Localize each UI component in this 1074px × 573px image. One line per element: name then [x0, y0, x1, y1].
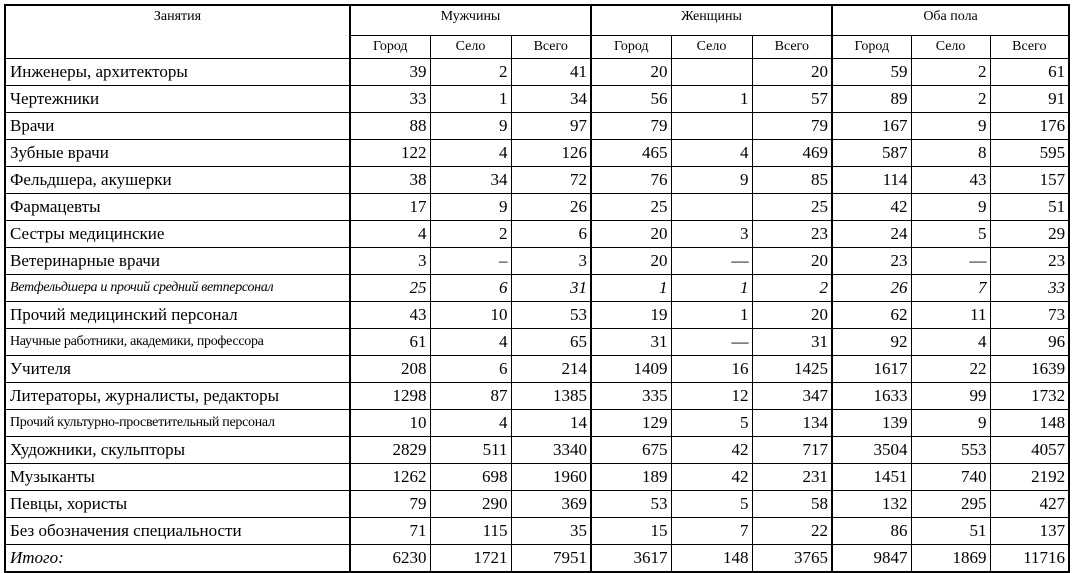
row-value: 38: [350, 167, 430, 194]
table-row: [5, 356, 1069, 383]
row-value: 91: [990, 86, 1069, 113]
row-value: 33: [350, 86, 430, 113]
row-value: 29: [990, 221, 1069, 248]
total-row: [5, 545, 1069, 573]
row-value: 51: [911, 518, 990, 545]
row-value: 176: [990, 113, 1069, 140]
row-label: Прочий культурно-просветительный персонал: [5, 410, 350, 437]
row-value: 25: [591, 194, 671, 221]
row-value: 9: [911, 410, 990, 437]
row-value: 114: [832, 167, 911, 194]
row-value: 11: [911, 302, 990, 329]
table-row: [5, 113, 1069, 140]
row-label: Чертежники: [5, 86, 350, 113]
row-value: 290: [430, 491, 511, 518]
row-value: 42: [671, 464, 752, 491]
row-value: 9: [430, 194, 511, 221]
row-value: 2192: [990, 464, 1069, 491]
row-value: 157: [990, 167, 1069, 194]
table-body: [5, 59, 1069, 573]
table-row: [5, 383, 1069, 410]
row-label: Литераторы, журналисты, редакторы: [5, 383, 350, 410]
table-row: [5, 410, 1069, 437]
row-value: 65: [511, 329, 591, 356]
table-row: [5, 329, 1069, 356]
row-value: 3765: [752, 545, 832, 573]
row-value: 1: [671, 275, 752, 302]
row-value: 1: [591, 275, 671, 302]
row-value: 167: [832, 113, 911, 140]
row-value: 43: [350, 302, 430, 329]
row-value: 5: [671, 491, 752, 518]
row-value: 25: [350, 275, 430, 302]
row-value: [671, 113, 752, 140]
row-value: 3504: [832, 437, 911, 464]
row-value: 31: [591, 329, 671, 356]
row-value: 26: [511, 194, 591, 221]
row-value: 1732: [990, 383, 1069, 410]
row-value: —: [911, 248, 990, 275]
row-value: 2: [430, 221, 511, 248]
row-value: 23: [832, 248, 911, 275]
row-value: 1617: [832, 356, 911, 383]
row-value: 208: [350, 356, 430, 383]
row-value: 57: [752, 86, 832, 113]
row-value: 20: [591, 221, 671, 248]
row-value: 7: [671, 518, 752, 545]
row-value: 469: [752, 140, 832, 167]
row-value: 23: [990, 248, 1069, 275]
row-value: 347: [752, 383, 832, 410]
table-row: [5, 491, 1069, 518]
row-label: Научные работники, академики, профессора: [5, 329, 350, 356]
row-value: 231: [752, 464, 832, 491]
row-value: 2829: [350, 437, 430, 464]
row-value: 698: [430, 464, 511, 491]
row-value: 20: [591, 248, 671, 275]
row-value: 9: [430, 113, 511, 140]
row-value: 53: [511, 302, 591, 329]
row-value: 335: [591, 383, 671, 410]
row-value: 3: [511, 248, 591, 275]
row-value: 740: [911, 464, 990, 491]
row-value: 7: [911, 275, 990, 302]
row-value: 137: [990, 518, 1069, 545]
row-value: 4: [430, 329, 511, 356]
row-value: 2: [911, 59, 990, 86]
row-value: 6: [430, 356, 511, 383]
table-row: [5, 302, 1069, 329]
row-value: 4: [911, 329, 990, 356]
row-value: 39: [350, 59, 430, 86]
row-value: 88: [350, 113, 430, 140]
row-value: 22: [752, 518, 832, 545]
row-value: 71: [350, 518, 430, 545]
row-value: [671, 194, 752, 221]
row-value: [671, 59, 752, 86]
row-value: 1: [671, 302, 752, 329]
row-value: 3617: [591, 545, 671, 573]
row-value: 1262: [350, 464, 430, 491]
row-label: Врачи: [5, 113, 350, 140]
row-value: 73: [990, 302, 1069, 329]
row-value: 122: [350, 140, 430, 167]
header-row-groups: [5, 5, 1069, 36]
row-value: 16: [671, 356, 752, 383]
row-value: 3: [350, 248, 430, 275]
row-value: 465: [591, 140, 671, 167]
row-value: –: [430, 248, 511, 275]
row-value: 53: [591, 491, 671, 518]
header-group-women: Женщины: [591, 5, 832, 36]
row-value: 115: [430, 518, 511, 545]
row-value: 9: [671, 167, 752, 194]
row-value: 369: [511, 491, 591, 518]
header-both-total: Всего: [990, 36, 1069, 59]
row-label: Сестры медицинские: [5, 221, 350, 248]
row-value: 1: [430, 86, 511, 113]
table-row: [5, 248, 1069, 275]
row-value: 1425: [752, 356, 832, 383]
row-value: 214: [511, 356, 591, 383]
row-value: 1409: [591, 356, 671, 383]
header-women-village: Село: [671, 36, 752, 59]
row-value: 58: [752, 491, 832, 518]
row-value: 1869: [911, 545, 990, 573]
row-value: 34: [511, 86, 591, 113]
row-value: 3340: [511, 437, 591, 464]
row-value: 4: [671, 140, 752, 167]
row-label: Итого:: [5, 545, 350, 573]
row-value: —: [671, 248, 752, 275]
row-value: 35: [511, 518, 591, 545]
header-group-both: Оба пола: [832, 5, 1069, 36]
row-label: Прочий медицинский персонал: [5, 302, 350, 329]
row-value: 1721: [430, 545, 511, 573]
row-value: 7951: [511, 545, 591, 573]
row-value: 20: [752, 248, 832, 275]
row-value: 26: [832, 275, 911, 302]
row-value: 10: [350, 410, 430, 437]
row-value: 6: [430, 275, 511, 302]
table-row: [5, 464, 1069, 491]
table-row: [5, 59, 1069, 86]
occupation-table: [4, 4, 1070, 573]
row-value: 42: [671, 437, 752, 464]
table-row: [5, 275, 1069, 302]
table-row: [5, 518, 1069, 545]
header-women-city: Город: [591, 36, 671, 59]
row-value: 1: [671, 86, 752, 113]
row-value: 22: [911, 356, 990, 383]
row-value: 9847: [832, 545, 911, 573]
row-value: 1385: [511, 383, 591, 410]
table-row: [5, 140, 1069, 167]
row-value: 14: [511, 410, 591, 437]
row-label: Учителя: [5, 356, 350, 383]
header-men-total: Всего: [511, 36, 591, 59]
row-value: 85: [752, 167, 832, 194]
row-value: 12: [671, 383, 752, 410]
row-value: 595: [990, 140, 1069, 167]
row-value: 89: [832, 86, 911, 113]
table-row: [5, 167, 1069, 194]
row-value: 61: [990, 59, 1069, 86]
row-value: 8: [911, 140, 990, 167]
row-value: 3: [671, 221, 752, 248]
row-label: Ветеринарные врачи: [5, 248, 350, 275]
row-value: 553: [911, 437, 990, 464]
row-label: Фармацевты: [5, 194, 350, 221]
table-row: [5, 437, 1069, 464]
row-value: 20: [752, 302, 832, 329]
row-label: Без обозначения специальности: [5, 518, 350, 545]
row-label: Музыканты: [5, 464, 350, 491]
row-value: 189: [591, 464, 671, 491]
row-value: 31: [511, 275, 591, 302]
header-women-total: Всего: [752, 36, 832, 59]
row-value: 43: [911, 167, 990, 194]
row-value: 62: [832, 302, 911, 329]
row-value: 9: [911, 113, 990, 140]
row-value: 72: [511, 167, 591, 194]
row-value: 11716: [990, 545, 1069, 573]
header-group-men: Мужчины: [350, 5, 591, 36]
row-value: 511: [430, 437, 511, 464]
row-value: 6230: [350, 545, 430, 573]
row-value: 87: [430, 383, 511, 410]
row-value: 9: [911, 194, 990, 221]
header-both-village: Село: [911, 36, 990, 59]
table-row: [5, 86, 1069, 113]
row-value: 126: [511, 140, 591, 167]
row-value: 59: [832, 59, 911, 86]
row-value: 51: [990, 194, 1069, 221]
table-row: [5, 194, 1069, 221]
row-value: 20: [752, 59, 832, 86]
row-value: 134: [752, 410, 832, 437]
row-value: 19: [591, 302, 671, 329]
row-value: 2: [430, 59, 511, 86]
row-value: 132: [832, 491, 911, 518]
row-value: 24: [832, 221, 911, 248]
row-value: 23: [752, 221, 832, 248]
row-value: 17: [350, 194, 430, 221]
row-value: 56: [591, 86, 671, 113]
row-value: 295: [911, 491, 990, 518]
row-value: 717: [752, 437, 832, 464]
row-label: Певцы, хористы: [5, 491, 350, 518]
row-value: 86: [832, 518, 911, 545]
row-value: 42: [832, 194, 911, 221]
row-value: 92: [832, 329, 911, 356]
header-men-city: Город: [350, 36, 430, 59]
row-label: Инженеры, архитекторы: [5, 59, 350, 86]
row-value: 5: [911, 221, 990, 248]
row-value: 76: [591, 167, 671, 194]
row-value: 96: [990, 329, 1069, 356]
row-value: 10: [430, 302, 511, 329]
row-value: 20: [591, 59, 671, 86]
row-value: 34: [430, 167, 511, 194]
row-value: 4: [430, 140, 511, 167]
row-label: Ветфельдшера и прочий средний ветперсонал: [5, 275, 350, 302]
row-value: 99: [911, 383, 990, 410]
row-value: 1451: [832, 464, 911, 491]
row-value: 1639: [990, 356, 1069, 383]
row-value: 15: [591, 518, 671, 545]
row-value: 5: [671, 410, 752, 437]
table-header: [5, 5, 1069, 59]
row-value: 675: [591, 437, 671, 464]
row-value: 41: [511, 59, 591, 86]
row-value: 2: [911, 86, 990, 113]
row-value: 4057: [990, 437, 1069, 464]
row-label: Художники, скульпторы: [5, 437, 350, 464]
row-value: 4: [430, 410, 511, 437]
header-both-city: Город: [832, 36, 911, 59]
row-value: 79: [350, 491, 430, 518]
row-label: Зубные врачи: [5, 140, 350, 167]
row-value: 148: [671, 545, 752, 573]
row-value: 79: [752, 113, 832, 140]
row-value: 129: [591, 410, 671, 437]
row-value: 587: [832, 140, 911, 167]
header-men-village: Село: [430, 36, 511, 59]
row-value: 1960: [511, 464, 591, 491]
row-value: 139: [832, 410, 911, 437]
row-value: 148: [990, 410, 1069, 437]
row-value: 4: [350, 221, 430, 248]
row-value: 2: [752, 275, 832, 302]
row-label: Фельдшера, акушерки: [5, 167, 350, 194]
row-value: 61: [350, 329, 430, 356]
row-value: 97: [511, 113, 591, 140]
row-value: 6: [511, 221, 591, 248]
row-value: 427: [990, 491, 1069, 518]
row-value: 31: [752, 329, 832, 356]
row-value: 1298: [350, 383, 430, 410]
row-value: 1633: [832, 383, 911, 410]
row-value: 79: [591, 113, 671, 140]
header-occupation: Занятия: [5, 5, 350, 59]
row-value: 33: [990, 275, 1069, 302]
table-row: [5, 221, 1069, 248]
row-value: 25: [752, 194, 832, 221]
row-value: —: [671, 329, 752, 356]
